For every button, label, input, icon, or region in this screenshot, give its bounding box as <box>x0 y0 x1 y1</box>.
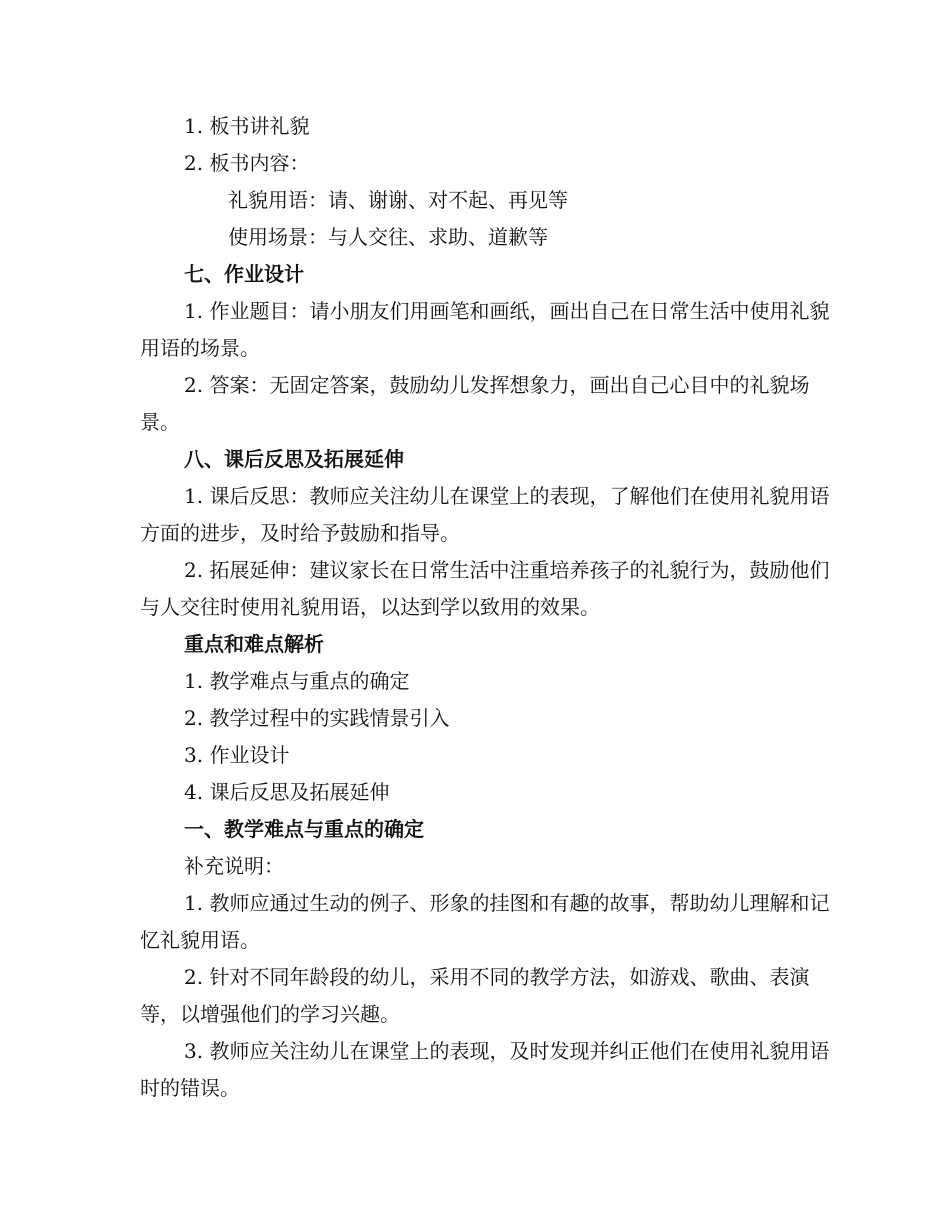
section-7-paragraph-2: 2. 答案：无固定答案，鼓励幼儿发挥想象力，画出自己心目中的礼貌场景。 <box>140 373 810 434</box>
document-body <box>140 108 830 1107</box>
board-content-line-1: 礼貌用语：请、谢谢、对不起、再见等 <box>228 188 568 212</box>
section-7-heading: 七、作业设计 <box>184 262 304 286</box>
section-1-paragraph-3: 3. 教师应关注幼儿在课堂上的表现，及时发现并纠正他们在使用礼貌用语时的错误。 <box>140 1039 830 1100</box>
section-7-paragraph-1: 1. 作业题目：请小朋友们用画笔和画纸，画出自己在日常生活中使用礼貌用语的场景。 <box>140 299 830 360</box>
board-item-2: 2. 板书内容： <box>184 151 310 175</box>
analysis-heading: 重点和难点解析 <box>184 632 324 656</box>
section-1-heading: 一、教学难点与重点的确定 <box>184 817 424 841</box>
section-8-paragraph-2: 2. 拓展延伸：建议家长在日常生活中注重培养孩子的礼貌行为，鼓励他们与人交往时使用礼貌用语，以达到学以致用的效果。 <box>140 558 830 619</box>
analysis-item-1: 1. 教学难点与重点的确定 <box>184 669 410 693</box>
board-item-1: 1. 板书讲礼貌 <box>184 114 310 138</box>
board-content-line-2: 使用场景：与人交往、求助、道歉等 <box>228 225 548 249</box>
section-8-paragraph-1: 1. 课后反思：教师应关注幼儿在课堂上的表现，了解他们在使用礼貌用语方面的进步，及时给予鼓励和指导。 <box>140 484 830 545</box>
section-1-paragraph-1: 1. 教师应通过生动的例子、形象的挂图和有趣的故事，帮助幼儿理解和记忆礼貌用语。 <box>140 891 830 952</box>
section-1-intro: 补充说明： <box>184 854 284 878</box>
section-8-heading: 八、课后反思及拓展延伸 <box>184 447 404 471</box>
analysis-item-4: 4. 课后反思及拓展延伸 <box>184 780 390 804</box>
section-1-paragraph-2: 2. 针对不同年龄段的幼儿，采用不同的教学方法，如游戏、歌曲、表演等，以增强他们的学习兴趣。 <box>140 965 810 1026</box>
analysis-item-3: 3. 作业设计 <box>184 743 290 767</box>
analysis-item-2: 2. 教学过程中的实践情景引入 <box>184 706 450 730</box>
